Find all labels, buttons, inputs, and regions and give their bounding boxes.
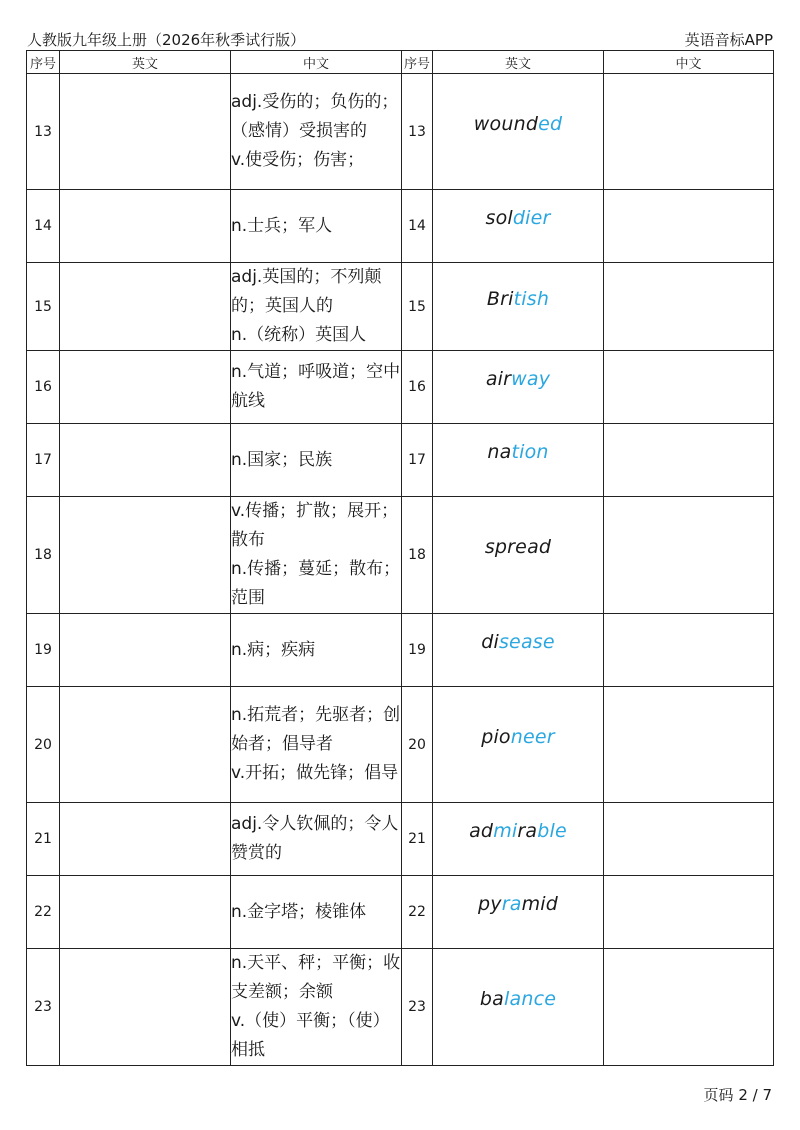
english-answer-blank[interactable]: [60, 876, 231, 949]
chinese-meaning: n.天平、秤；平衡；收支差额；余额 v.（使）平衡；（使）相抵: [231, 949, 402, 1066]
english-answer-blank[interactable]: [60, 497, 231, 614]
word-syllable: Bri: [486, 287, 514, 310]
word-syllable: py: [477, 893, 502, 915]
chinese-meaning: n.拓荒者；先驱者；创始者；倡导者 v.开拓；做先锋；倡导: [231, 687, 402, 803]
table-header-row: [27, 51, 774, 74]
header-number-right: 序号: [402, 51, 433, 74]
header-number-left: 序号: [27, 51, 60, 74]
english-word-text: [469, 820, 567, 842]
chinese-meaning: n.士兵；军人: [231, 190, 402, 263]
table-row: [27, 424, 774, 497]
english-word: [433, 74, 604, 190]
english-answer-blank[interactable]: [60, 949, 231, 1066]
document-title: 人教版九年级上册（2026年秋季试行版）: [27, 30, 306, 49]
english-word: [433, 351, 604, 424]
row-number-left: 16: [27, 351, 60, 424]
chinese-answer-blank[interactable]: [604, 876, 774, 949]
english-word: [433, 190, 604, 263]
word-syllable: di: [481, 631, 499, 653]
english-answer-blank[interactable]: [60, 803, 231, 876]
english-word-text: [481, 726, 555, 748]
row-number-left: 21: [27, 803, 60, 876]
row-number-left: 18: [27, 497, 60, 614]
english-answer-blank[interactable]: [60, 687, 231, 803]
page-header: [27, 29, 773, 49]
english-word: [433, 949, 604, 1066]
english-answer-blank[interactable]: [60, 263, 231, 351]
row-number-right: 18: [402, 497, 433, 614]
english-word-text: [474, 113, 562, 135]
chinese-meaning: n.金字塔；棱锥体: [231, 876, 402, 949]
word-syllable: pio: [481, 725, 511, 748]
word-syllable: lance: [504, 988, 557, 1010]
word-syllable: spread: [484, 536, 552, 558]
word-syllable: wound: [473, 112, 539, 135]
row-number-right: 15: [402, 263, 433, 351]
english-word-text: [487, 288, 549, 310]
chinese-meaning: v.传播；扩散；展开；散布 n.传播；蔓延；散布；范围: [231, 497, 402, 614]
header-chinese-right: 中文: [604, 51, 774, 74]
word-syllable: ble: [537, 820, 567, 842]
chinese-meaning: n.国家；民族: [231, 424, 402, 497]
table-row: [27, 876, 774, 949]
chinese-answer-blank[interactable]: [604, 949, 774, 1066]
chinese-answer-blank[interactable]: [604, 74, 774, 190]
word-syllable: ed: [538, 112, 563, 135]
page-number: 页码 2 / 7: [703, 1086, 772, 1104]
english-word-text: [481, 631, 555, 653]
word-syllable: dier: [512, 207, 551, 229]
word-syllable: mi: [493, 820, 518, 842]
table-row: [27, 614, 774, 687]
chinese-answer-blank[interactable]: [604, 263, 774, 351]
row-number-right: 14: [402, 190, 433, 263]
english-word: [433, 424, 604, 497]
row-number-right: 13: [402, 74, 433, 190]
row-number-left: 20: [27, 687, 60, 803]
row-number-right: 23: [402, 949, 433, 1066]
vocabulary-table: [26, 50, 774, 1066]
brand-name: 英语音标APP: [684, 30, 773, 49]
chinese-answer-blank[interactable]: [604, 803, 774, 876]
english-word: [433, 263, 604, 351]
table-row: [27, 949, 774, 1066]
word-syllable: neer: [510, 725, 555, 748]
word-syllable: tish: [513, 287, 550, 310]
table-row: [27, 497, 774, 614]
row-number-left: 14: [27, 190, 60, 263]
chinese-meaning: adj.英国的；不列颠的；英国人的 n.（统称）英国人: [231, 263, 402, 351]
table-row: [27, 190, 774, 263]
row-number-left: 13: [27, 74, 60, 190]
english-word: [433, 876, 604, 949]
chinese-answer-blank[interactable]: [604, 687, 774, 803]
chinese-answer-blank[interactable]: [604, 351, 774, 424]
english-answer-blank[interactable]: [60, 351, 231, 424]
english-word-text: [485, 536, 551, 558]
english-word-text: [480, 988, 556, 1010]
table-row: [27, 263, 774, 351]
header-chinese-left: 中文: [231, 51, 402, 74]
word-syllable: way: [511, 368, 551, 390]
row-number-right: 21: [402, 803, 433, 876]
word-syllable: tion: [511, 441, 549, 463]
english-word-text: [485, 207, 550, 229]
row-number-left: 19: [27, 614, 60, 687]
english-word-text: [478, 893, 558, 915]
row-number-left: 22: [27, 876, 60, 949]
chinese-answer-blank[interactable]: [604, 497, 774, 614]
chinese-answer-blank[interactable]: [604, 424, 774, 497]
table-row: [27, 687, 774, 803]
word-syllable: mid: [521, 893, 559, 915]
header-english-right: 英文: [433, 51, 604, 74]
english-word: [433, 614, 604, 687]
row-number-right: 16: [402, 351, 433, 424]
chinese-meaning: adj.受伤的；负伤的；（感情）受损害的 v.使受伤；伤害；: [231, 74, 402, 190]
english-word: [433, 803, 604, 876]
chinese-answer-blank[interactable]: [604, 614, 774, 687]
chinese-meaning: adj.令人钦佩的；令人赞赏的: [231, 803, 402, 876]
table-body: [27, 74, 774, 1066]
row-number-right: 17: [402, 424, 433, 497]
row-number-left: 17: [27, 424, 60, 497]
row-number-left: 15: [27, 263, 60, 351]
english-answer-blank[interactable]: [60, 424, 231, 497]
english-word-text: [486, 368, 550, 390]
word-syllable: na: [487, 441, 512, 463]
chinese-meaning: n.气道；呼吸道；空中航线: [231, 351, 402, 424]
english-answer-blank[interactable]: [60, 74, 231, 190]
english-word: [433, 497, 604, 614]
chinese-answer-blank[interactable]: [604, 190, 774, 263]
word-syllable: ad: [469, 820, 494, 842]
row-number-right: 22: [402, 876, 433, 949]
row-number-left: 23: [27, 949, 60, 1066]
word-syllable: ra: [501, 893, 522, 915]
english-answer-blank[interactable]: [60, 614, 231, 687]
table-row: [27, 74, 774, 190]
word-syllable: ba: [479, 988, 504, 1010]
word-syllable: air: [485, 368, 512, 390]
word-syllable: sol: [485, 207, 513, 229]
row-number-right: 20: [402, 687, 433, 803]
word-syllable: ra: [517, 820, 538, 842]
table-row: [27, 351, 774, 424]
table-row: [27, 803, 774, 876]
english-word: [433, 687, 604, 803]
chinese-meaning: n.病；疾病: [231, 614, 402, 687]
word-syllable: sease: [498, 631, 555, 653]
english-answer-blank[interactable]: [60, 190, 231, 263]
header-english-left: 英文: [60, 51, 231, 74]
row-number-right: 19: [402, 614, 433, 687]
english-word-text: [487, 441, 548, 463]
